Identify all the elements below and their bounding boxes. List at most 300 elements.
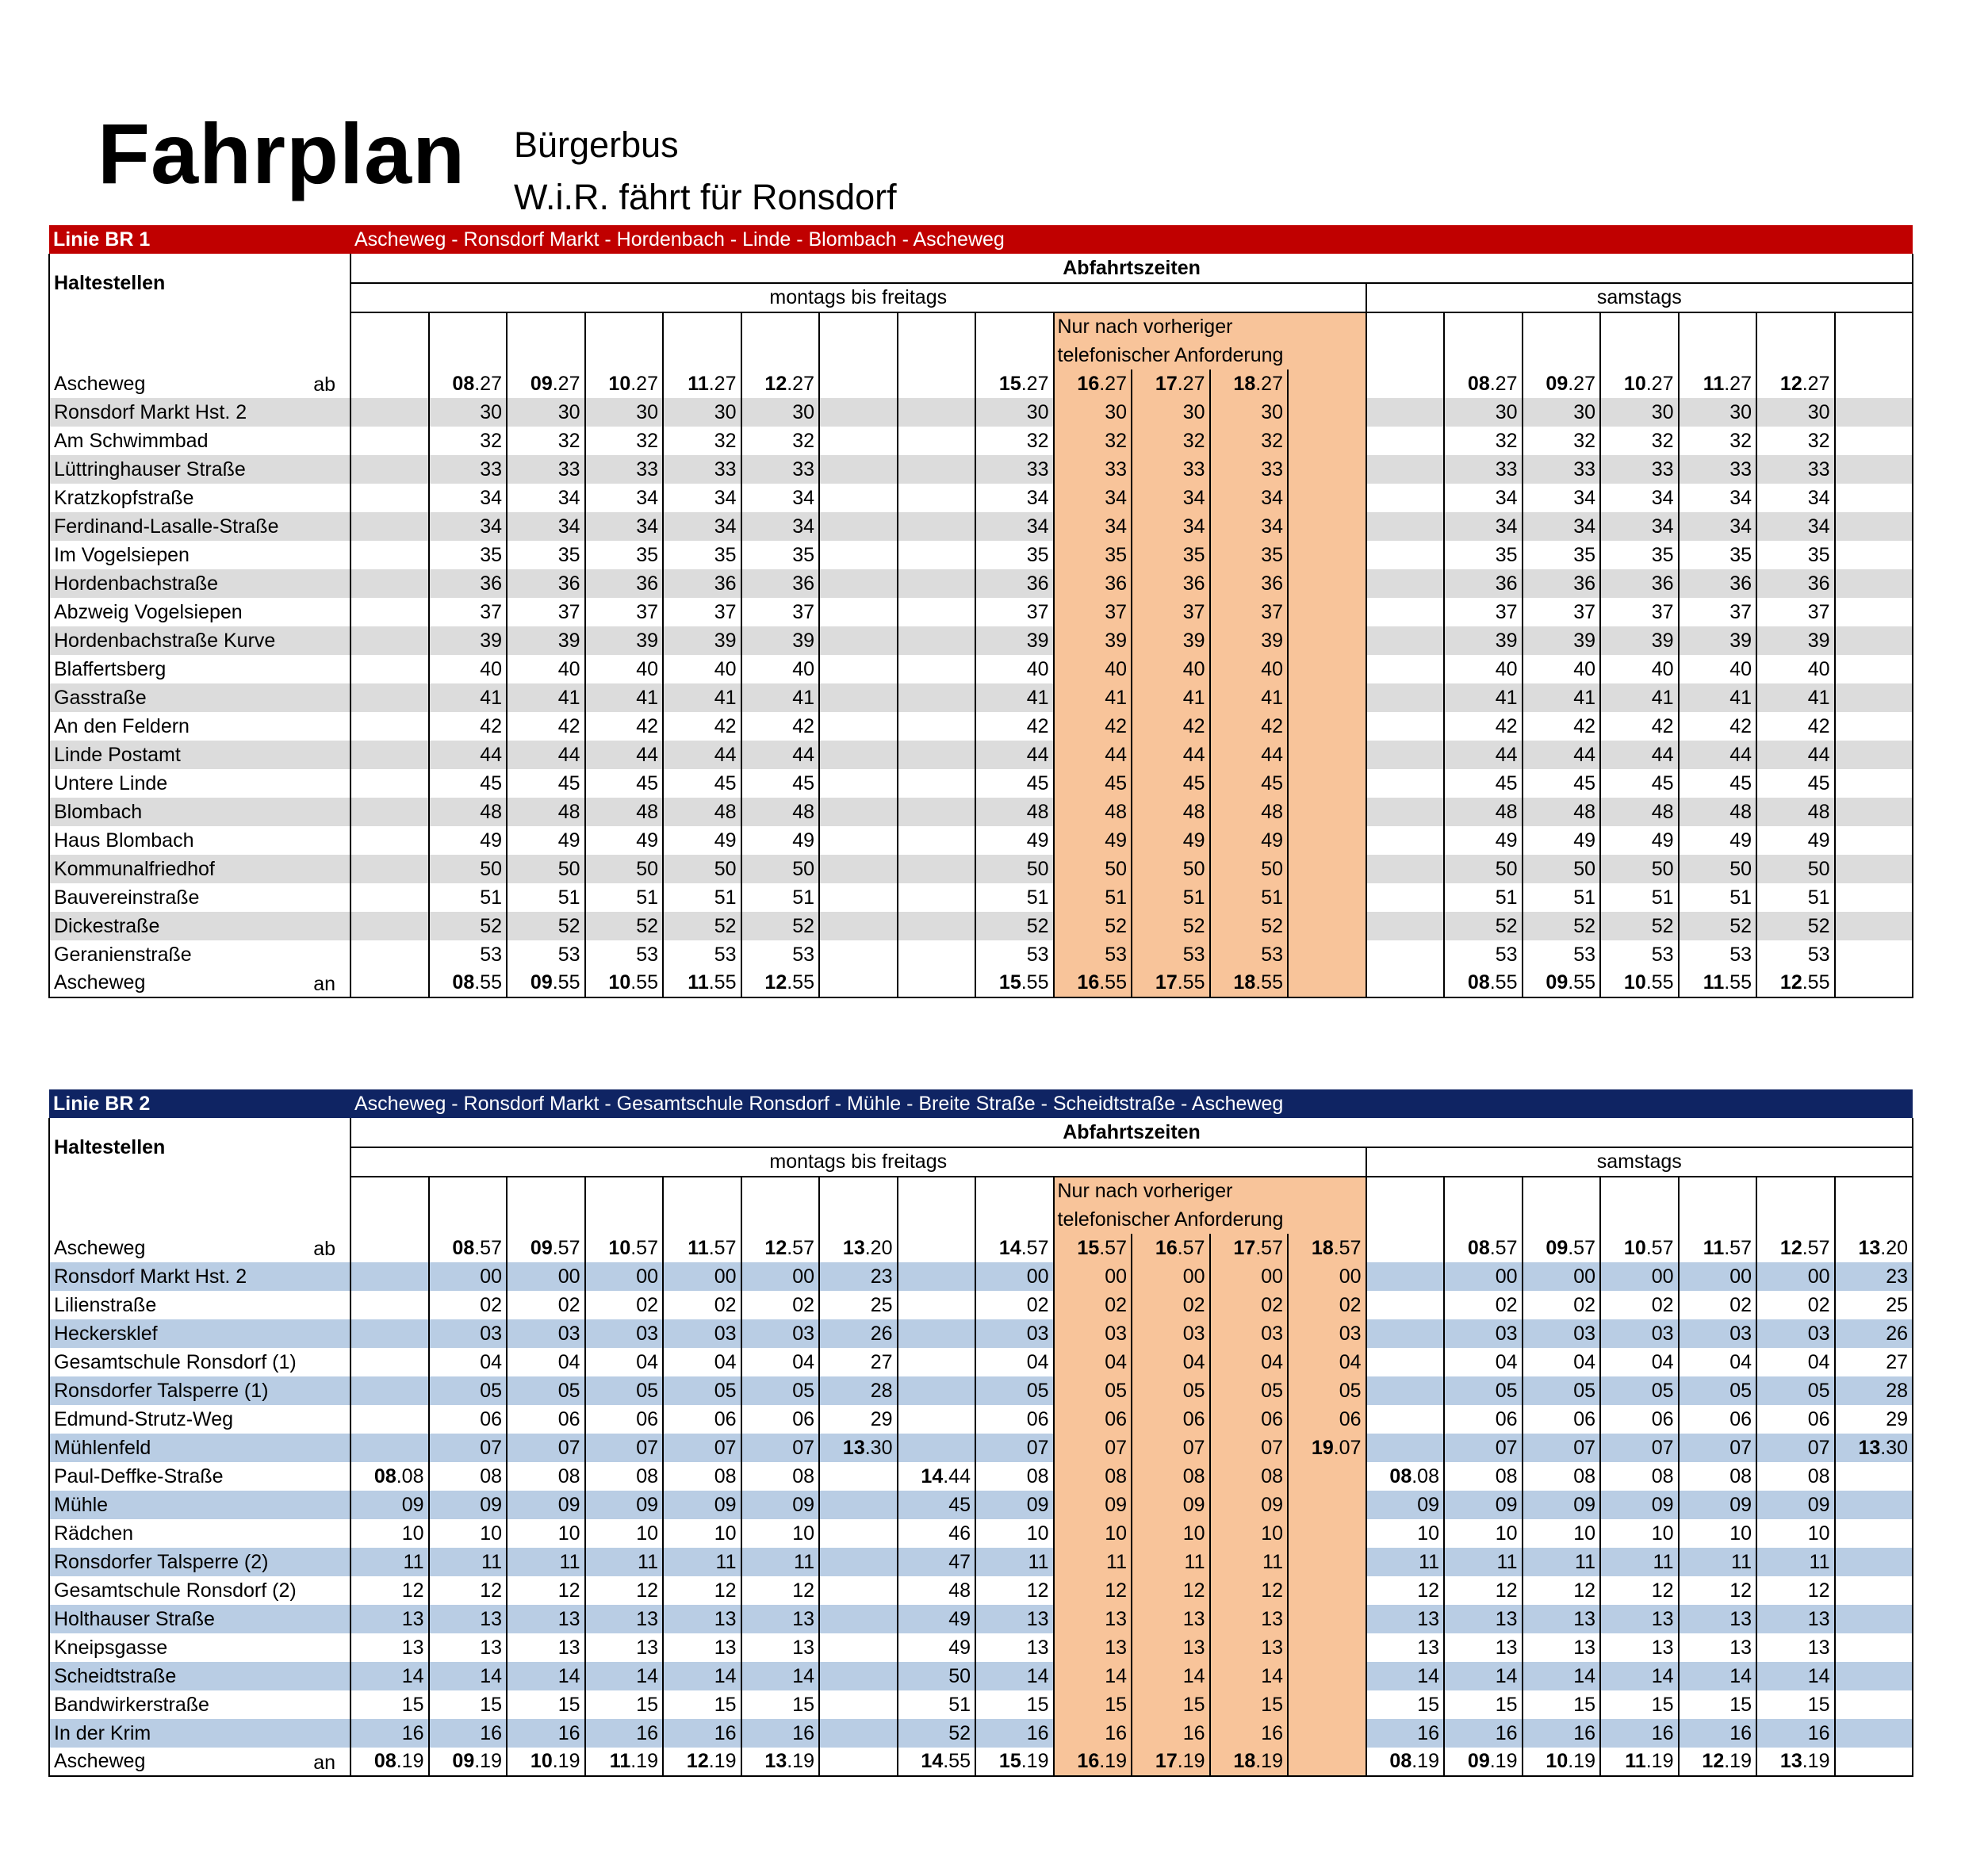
- hour-value: 10: [1623, 971, 1646, 994]
- stop-name: [49, 1748, 350, 1776]
- departure-row: [49, 369, 1913, 398]
- time-cell: 48: [1054, 798, 1132, 826]
- time-cell: [350, 369, 429, 398]
- minute-value: .55: [1724, 971, 1752, 994]
- stop-row: [49, 798, 1913, 826]
- time-cell: 34: [429, 512, 508, 541]
- minute-value: .27: [630, 372, 658, 395]
- time-cell: [819, 1719, 898, 1748]
- time-cell: 12: [507, 1576, 585, 1605]
- time-cell: 26: [1835, 1319, 1913, 1348]
- page-subtitle-busname: Bürgerbus: [514, 124, 679, 165]
- time-cell: [819, 1633, 898, 1662]
- blank-cell: [1444, 1177, 1523, 1205]
- time-cell: 39: [1210, 626, 1289, 655]
- time-cell: 49: [741, 826, 820, 855]
- time-cell: 11: [1756, 1548, 1835, 1576]
- minute-value: .57: [1099, 1236, 1127, 1259]
- time-cell: [819, 512, 898, 541]
- time-cell: 15: [975, 1690, 1054, 1719]
- time-cell: [1288, 569, 1366, 598]
- time-cell: 07: [663, 1434, 741, 1462]
- time-cell: 00: [1756, 1262, 1835, 1291]
- time-cell: 00: [741, 1262, 820, 1291]
- weekday-header: montags bis freitags: [350, 1147, 1366, 1177]
- time-cell: 08: [1679, 1462, 1757, 1491]
- time-cell: 49: [975, 826, 1054, 855]
- hour-value: 10: [1623, 1236, 1646, 1259]
- time-cell: 37: [1210, 598, 1289, 626]
- time-cell: [1835, 1434, 1913, 1462]
- time-cell: 04: [741, 1348, 820, 1376]
- time-cell: 03: [1756, 1319, 1835, 1348]
- line-header-row: [49, 1089, 1913, 1118]
- time-cell: 50: [507, 855, 585, 883]
- time-cell: 52: [1444, 912, 1523, 940]
- time-cell: [898, 741, 976, 769]
- time-cell: 16: [975, 1719, 1054, 1748]
- stop-row: [49, 398, 1913, 427]
- time-cell: [1210, 1748, 1289, 1776]
- minute-value: .55: [1021, 971, 1049, 994]
- line-name: Linie BR 1: [53, 228, 151, 251]
- time-cell: [1756, 969, 1835, 997]
- time-cell: 13: [1600, 1605, 1679, 1633]
- blank-cell: [663, 1205, 741, 1234]
- time-cell: [1835, 1748, 1913, 1776]
- time-cell: 45: [741, 769, 820, 798]
- time-cell: 16: [1054, 1719, 1132, 1748]
- time-cell: 14: [1210, 1662, 1289, 1690]
- time-cell: 53: [507, 940, 585, 969]
- note-row: [49, 1205, 1913, 1234]
- time-cell: 42: [429, 712, 508, 741]
- blank-cell: [1679, 1177, 1757, 1205]
- note-row: [49, 341, 1913, 369]
- time-cell: 02: [429, 1291, 508, 1319]
- time-cell: 14: [1756, 1662, 1835, 1690]
- time-cell: 09: [585, 1491, 664, 1519]
- time-cell: 44: [1679, 741, 1757, 769]
- time-cell: 45: [1444, 769, 1523, 798]
- time-cell: [350, 1319, 429, 1348]
- time-cell: 07: [1210, 1434, 1289, 1462]
- stop-row: [49, 1262, 1913, 1291]
- stop-name: Blaffertsberg: [49, 655, 350, 683]
- time-cell: [975, 969, 1054, 997]
- time-cell: 05: [585, 1376, 664, 1405]
- time-cell: 12: [1600, 1576, 1679, 1605]
- time-cell: 36: [1600, 569, 1679, 598]
- time-cell: [663, 1234, 741, 1262]
- stop-name: Ronsdorf Markt Hst. 2: [49, 398, 350, 427]
- stop-name: Kneipsgasse: [49, 1633, 350, 1662]
- time-cell: [741, 969, 820, 997]
- time-cell: [1288, 912, 1366, 940]
- blank-cell: [819, 1177, 898, 1205]
- blank-cell: [663, 312, 741, 341]
- hour-value: 08: [373, 1464, 396, 1487]
- time-cell: 40: [1756, 655, 1835, 683]
- time-cell: 14: [1523, 1662, 1601, 1690]
- time-cell: 41: [585, 683, 664, 712]
- time-cell: [1288, 741, 1366, 769]
- stop-name: [49, 369, 350, 398]
- time-cell: [1366, 855, 1445, 883]
- time-cell: 15: [1132, 1690, 1210, 1719]
- time-cell: [819, 1434, 898, 1462]
- time-cell: 48: [1600, 798, 1679, 826]
- time-cell: 28: [1835, 1376, 1913, 1405]
- time-cell: 12: [1679, 1576, 1757, 1605]
- time-cell: 33: [1054, 455, 1132, 484]
- time-cell: 36: [975, 569, 1054, 598]
- minute-value: .57: [1724, 1236, 1752, 1259]
- time-cell: [1756, 1748, 1835, 1776]
- time-cell: 14: [1366, 1662, 1445, 1690]
- time-cell: 09: [1523, 1491, 1601, 1519]
- time-cell: 15: [1366, 1690, 1445, 1719]
- time-cell: 02: [1132, 1291, 1210, 1319]
- time-cell: [898, 655, 976, 683]
- stop-row: [49, 1719, 1913, 1748]
- time-cell: 08: [1054, 1462, 1132, 1491]
- time-cell: 40: [1444, 655, 1523, 683]
- time-cell: 30: [1600, 398, 1679, 427]
- time-cell: 00: [1600, 1262, 1679, 1291]
- blank-cell: [663, 341, 741, 369]
- time-cell: 33: [1132, 455, 1210, 484]
- time-cell: 42: [1054, 712, 1132, 741]
- time-cell: [819, 1662, 898, 1690]
- time-cell: [1366, 1462, 1445, 1491]
- time-cell: [1366, 683, 1445, 712]
- hour-value: 12: [686, 1750, 709, 1772]
- time-cell: 02: [1444, 1291, 1523, 1319]
- time-cell: [975, 369, 1054, 398]
- time-cell: 12: [1132, 1576, 1210, 1605]
- time-cell: 10: [741, 1519, 820, 1548]
- time-cell: 02: [585, 1291, 664, 1319]
- time-cell: [1210, 1234, 1289, 1262]
- time-cell: [1835, 1491, 1913, 1519]
- time-cell: [350, 798, 429, 826]
- stop-row: [49, 427, 1913, 455]
- time-cell: 39: [585, 626, 664, 655]
- time-cell: 13: [507, 1605, 585, 1633]
- time-cell: 50: [663, 855, 741, 883]
- time-cell: 53: [663, 940, 741, 969]
- time-cell: [1444, 1748, 1523, 1776]
- time-cell: 09: [1756, 1491, 1835, 1519]
- blank-cell: [1600, 341, 1679, 369]
- time-cell: 06: [1679, 1405, 1757, 1434]
- saturday-header: samstags: [1366, 1147, 1913, 1177]
- time-cell: 13: [1054, 1605, 1132, 1633]
- time-cell: [1288, 798, 1366, 826]
- time-cell: 06: [507, 1405, 585, 1434]
- blank-cell: [1679, 312, 1757, 341]
- time-cell: [1366, 1376, 1445, 1405]
- minute-value: .27: [1489, 372, 1518, 395]
- time-cell: 53: [1210, 940, 1289, 969]
- minute-value: .57: [1177, 1236, 1205, 1259]
- time-cell: [819, 484, 898, 512]
- time-cell: 30: [1679, 398, 1757, 427]
- time-cell: 34: [1679, 512, 1757, 541]
- time-cell: 02: [1679, 1291, 1757, 1319]
- time-cell: 06: [1210, 1405, 1289, 1434]
- time-cell: 16: [1366, 1719, 1445, 1748]
- time-cell: [1366, 712, 1445, 741]
- stop-name: Ronsdorfer Talsperre (1): [49, 1376, 350, 1405]
- blank-cell: [585, 341, 664, 369]
- time-cell: 50: [1523, 855, 1601, 883]
- weekday-header: montags bis freitags: [350, 283, 1366, 312]
- time-cell: [1288, 398, 1366, 427]
- time-cell: 41: [429, 683, 508, 712]
- time-cell: 06: [1444, 1405, 1523, 1434]
- time-cell: [1600, 1748, 1679, 1776]
- time-cell: [898, 369, 976, 398]
- time-cell: [1366, 769, 1445, 798]
- time-cell: 05: [507, 1376, 585, 1405]
- time-cell: 08: [429, 1462, 508, 1491]
- hour-value: 09: [1546, 372, 1569, 395]
- time-cell: 32: [1132, 427, 1210, 455]
- blank-cell: [350, 1177, 429, 1205]
- full-time-value: [921, 1465, 971, 1487]
- time-cell: [898, 398, 976, 427]
- hour-value: 10: [1546, 1750, 1569, 1772]
- blank-cell: [819, 312, 898, 341]
- time-cell: 41: [507, 683, 585, 712]
- time-cell: 08: [1600, 1462, 1679, 1491]
- hour-value: 11: [688, 971, 709, 994]
- time-cell: 00: [1210, 1262, 1289, 1291]
- time-cell: 08: [1444, 1462, 1523, 1491]
- time-cell: [1288, 626, 1366, 655]
- time-cell: 10: [1132, 1519, 1210, 1548]
- departure-row: [49, 1234, 1913, 1262]
- time-cell: 30: [1132, 398, 1210, 427]
- blank-cell: [1523, 1177, 1601, 1205]
- time-cell: 35: [1523, 541, 1601, 569]
- time-cell: 51: [898, 1690, 976, 1719]
- time-cell: 04: [1210, 1348, 1289, 1376]
- stop-name: [49, 969, 350, 997]
- blank-cell: [1756, 341, 1835, 369]
- time-cell: 36: [429, 569, 508, 598]
- line-header-row: [49, 225, 1913, 254]
- time-cell: [1288, 512, 1366, 541]
- time-cell: [819, 398, 898, 427]
- time-cell: [507, 1748, 585, 1776]
- time-cell: 03: [1210, 1319, 1289, 1348]
- time-cell: 09: [1054, 1491, 1132, 1519]
- hour-value: 08: [373, 1750, 396, 1772]
- hour-value: 10: [530, 1750, 553, 1772]
- time-cell: 04: [1054, 1348, 1132, 1376]
- time-cell: 02: [1288, 1291, 1366, 1319]
- time-cell: 51: [1600, 883, 1679, 912]
- time-cell: [1523, 369, 1601, 398]
- time-cell: 13: [1366, 1633, 1445, 1662]
- time-cell: 30: [663, 398, 741, 427]
- time-cell: 02: [975, 1291, 1054, 1319]
- time-cell: [350, 769, 429, 798]
- hour-value: 15: [998, 372, 1021, 395]
- time-cell: 51: [1523, 883, 1601, 912]
- stop-row: [49, 769, 1913, 798]
- minute-value: .27: [1724, 372, 1752, 395]
- full-time-value: [374, 1465, 424, 1487]
- time-cell: 14: [1444, 1662, 1523, 1690]
- stop-name: Hordenbachstraße: [49, 569, 350, 598]
- minute-value: .57: [1802, 1236, 1830, 1259]
- time-cell: 40: [1523, 655, 1601, 683]
- time-cell: [819, 883, 898, 912]
- stop-name: Lüttringhauser Straße: [49, 455, 350, 484]
- time-cell: 11: [1679, 1548, 1757, 1576]
- minute-value: .07: [1333, 1436, 1362, 1459]
- time-cell: 52: [1679, 912, 1757, 940]
- time-cell: [819, 1748, 898, 1776]
- stop-name: An den Feldern: [49, 712, 350, 741]
- blank-cell: [1523, 312, 1601, 341]
- time-cell: 45: [898, 1491, 976, 1519]
- time-cell: 06: [975, 1405, 1054, 1434]
- time-cell: 33: [1600, 455, 1679, 484]
- time-cell: 50: [741, 855, 820, 883]
- time-cell: 15: [663, 1690, 741, 1719]
- time-cell: 13: [1679, 1605, 1757, 1633]
- minute-value: .55: [1645, 971, 1674, 994]
- time-cell: [1835, 1690, 1913, 1719]
- time-cell: 08: [663, 1462, 741, 1491]
- time-cell: 16: [507, 1719, 585, 1748]
- time-cell: [898, 1234, 976, 1262]
- minute-value: .55: [1255, 971, 1283, 994]
- stop-row: [49, 1462, 1913, 1491]
- minute-value: .57: [787, 1236, 814, 1259]
- time-cell: [1366, 398, 1445, 427]
- time-cell: 33: [1679, 455, 1757, 484]
- stop-name: Gasstraße: [49, 683, 350, 712]
- time-cell: 36: [1679, 569, 1757, 598]
- time-cell: 52: [741, 912, 820, 940]
- minute-value: .19: [1645, 1750, 1674, 1772]
- time-cell: 39: [1679, 626, 1757, 655]
- time-cell: 32: [1054, 427, 1132, 455]
- time-cell: [898, 826, 976, 855]
- time-cell: 41: [1756, 683, 1835, 712]
- request-note: Nur nach vorheriger: [1054, 312, 1366, 341]
- time-cell: 02: [663, 1291, 741, 1319]
- time-cell: 53: [741, 940, 820, 969]
- stop-blank-cell: [49, 341, 350, 369]
- time-cell: 11: [429, 1548, 508, 1576]
- time-cell: 03: [1523, 1319, 1601, 1348]
- stop-row: [49, 569, 1913, 598]
- time-cell: 35: [741, 541, 820, 569]
- time-cell: 40: [507, 655, 585, 683]
- time-cell: 13: [350, 1633, 429, 1662]
- stop-blank-cell: [49, 1177, 350, 1205]
- stop-row: [49, 712, 1913, 741]
- time-cell: 35: [1679, 541, 1757, 569]
- line-name: Linie BR 2: [53, 1092, 151, 1115]
- stop-name: Abzweig Vogelsiepen: [49, 598, 350, 626]
- time-cell: 41: [1523, 683, 1601, 712]
- note-row: [49, 312, 1913, 341]
- stop-row: [49, 940, 1913, 969]
- time-cell: [819, 455, 898, 484]
- time-cell: 04: [1600, 1348, 1679, 1376]
- time-cell: 41: [1679, 683, 1757, 712]
- time-cell: [663, 969, 741, 997]
- time-cell: 09: [975, 1491, 1054, 1519]
- time-cell: [741, 1748, 820, 1776]
- time-cell: 51: [1444, 883, 1523, 912]
- time-cell: [1288, 1605, 1366, 1633]
- timetable-br2-table: [48, 1089, 1913, 1777]
- time-cell: 50: [898, 1662, 976, 1690]
- blank-cell: [741, 312, 820, 341]
- time-cell: [1288, 1234, 1366, 1262]
- hour-value: 17: [1155, 372, 1178, 395]
- hour-value: 18: [1233, 372, 1256, 395]
- time-cell: [1835, 1234, 1913, 1262]
- time-cell: 45: [1679, 769, 1757, 798]
- time-cell: [1835, 512, 1913, 541]
- time-cell: [1835, 1576, 1913, 1605]
- time-cell: [898, 769, 976, 798]
- time-cell: 12: [429, 1576, 508, 1605]
- time-cell: 37: [1132, 598, 1210, 626]
- time-cell: [975, 1748, 1054, 1776]
- time-cell: 42: [1444, 712, 1523, 741]
- time-cell: 37: [1054, 598, 1132, 626]
- time-cell: 11: [1366, 1548, 1445, 1576]
- blank-cell: [507, 1177, 585, 1205]
- time-cell: [819, 741, 898, 769]
- time-cell: [1366, 655, 1445, 683]
- time-cell: 06: [429, 1405, 508, 1434]
- time-cell: 52: [975, 912, 1054, 940]
- time-cell: 10: [1679, 1519, 1757, 1548]
- time-cell: 50: [1210, 855, 1289, 883]
- time-cell: 07: [1600, 1434, 1679, 1462]
- time-cell: [1600, 969, 1679, 997]
- time-cell: 35: [663, 541, 741, 569]
- time-cell: 25: [1835, 1291, 1913, 1319]
- time-cell: 41: [1600, 683, 1679, 712]
- time-cell: 26: [819, 1319, 898, 1348]
- time-cell: [1835, 1519, 1913, 1548]
- time-cell: [1366, 541, 1445, 569]
- time-cell: [1366, 1405, 1445, 1434]
- time-cell: 06: [1523, 1405, 1601, 1434]
- time-cell: 10: [429, 1519, 508, 1548]
- time-cell: [819, 940, 898, 969]
- time-cell: 36: [1444, 569, 1523, 598]
- hour-value: 12: [764, 971, 787, 994]
- time-cell: 51: [507, 883, 585, 912]
- time-cell: 32: [663, 427, 741, 455]
- time-cell: 50: [1132, 855, 1210, 883]
- time-cell: 44: [1600, 741, 1679, 769]
